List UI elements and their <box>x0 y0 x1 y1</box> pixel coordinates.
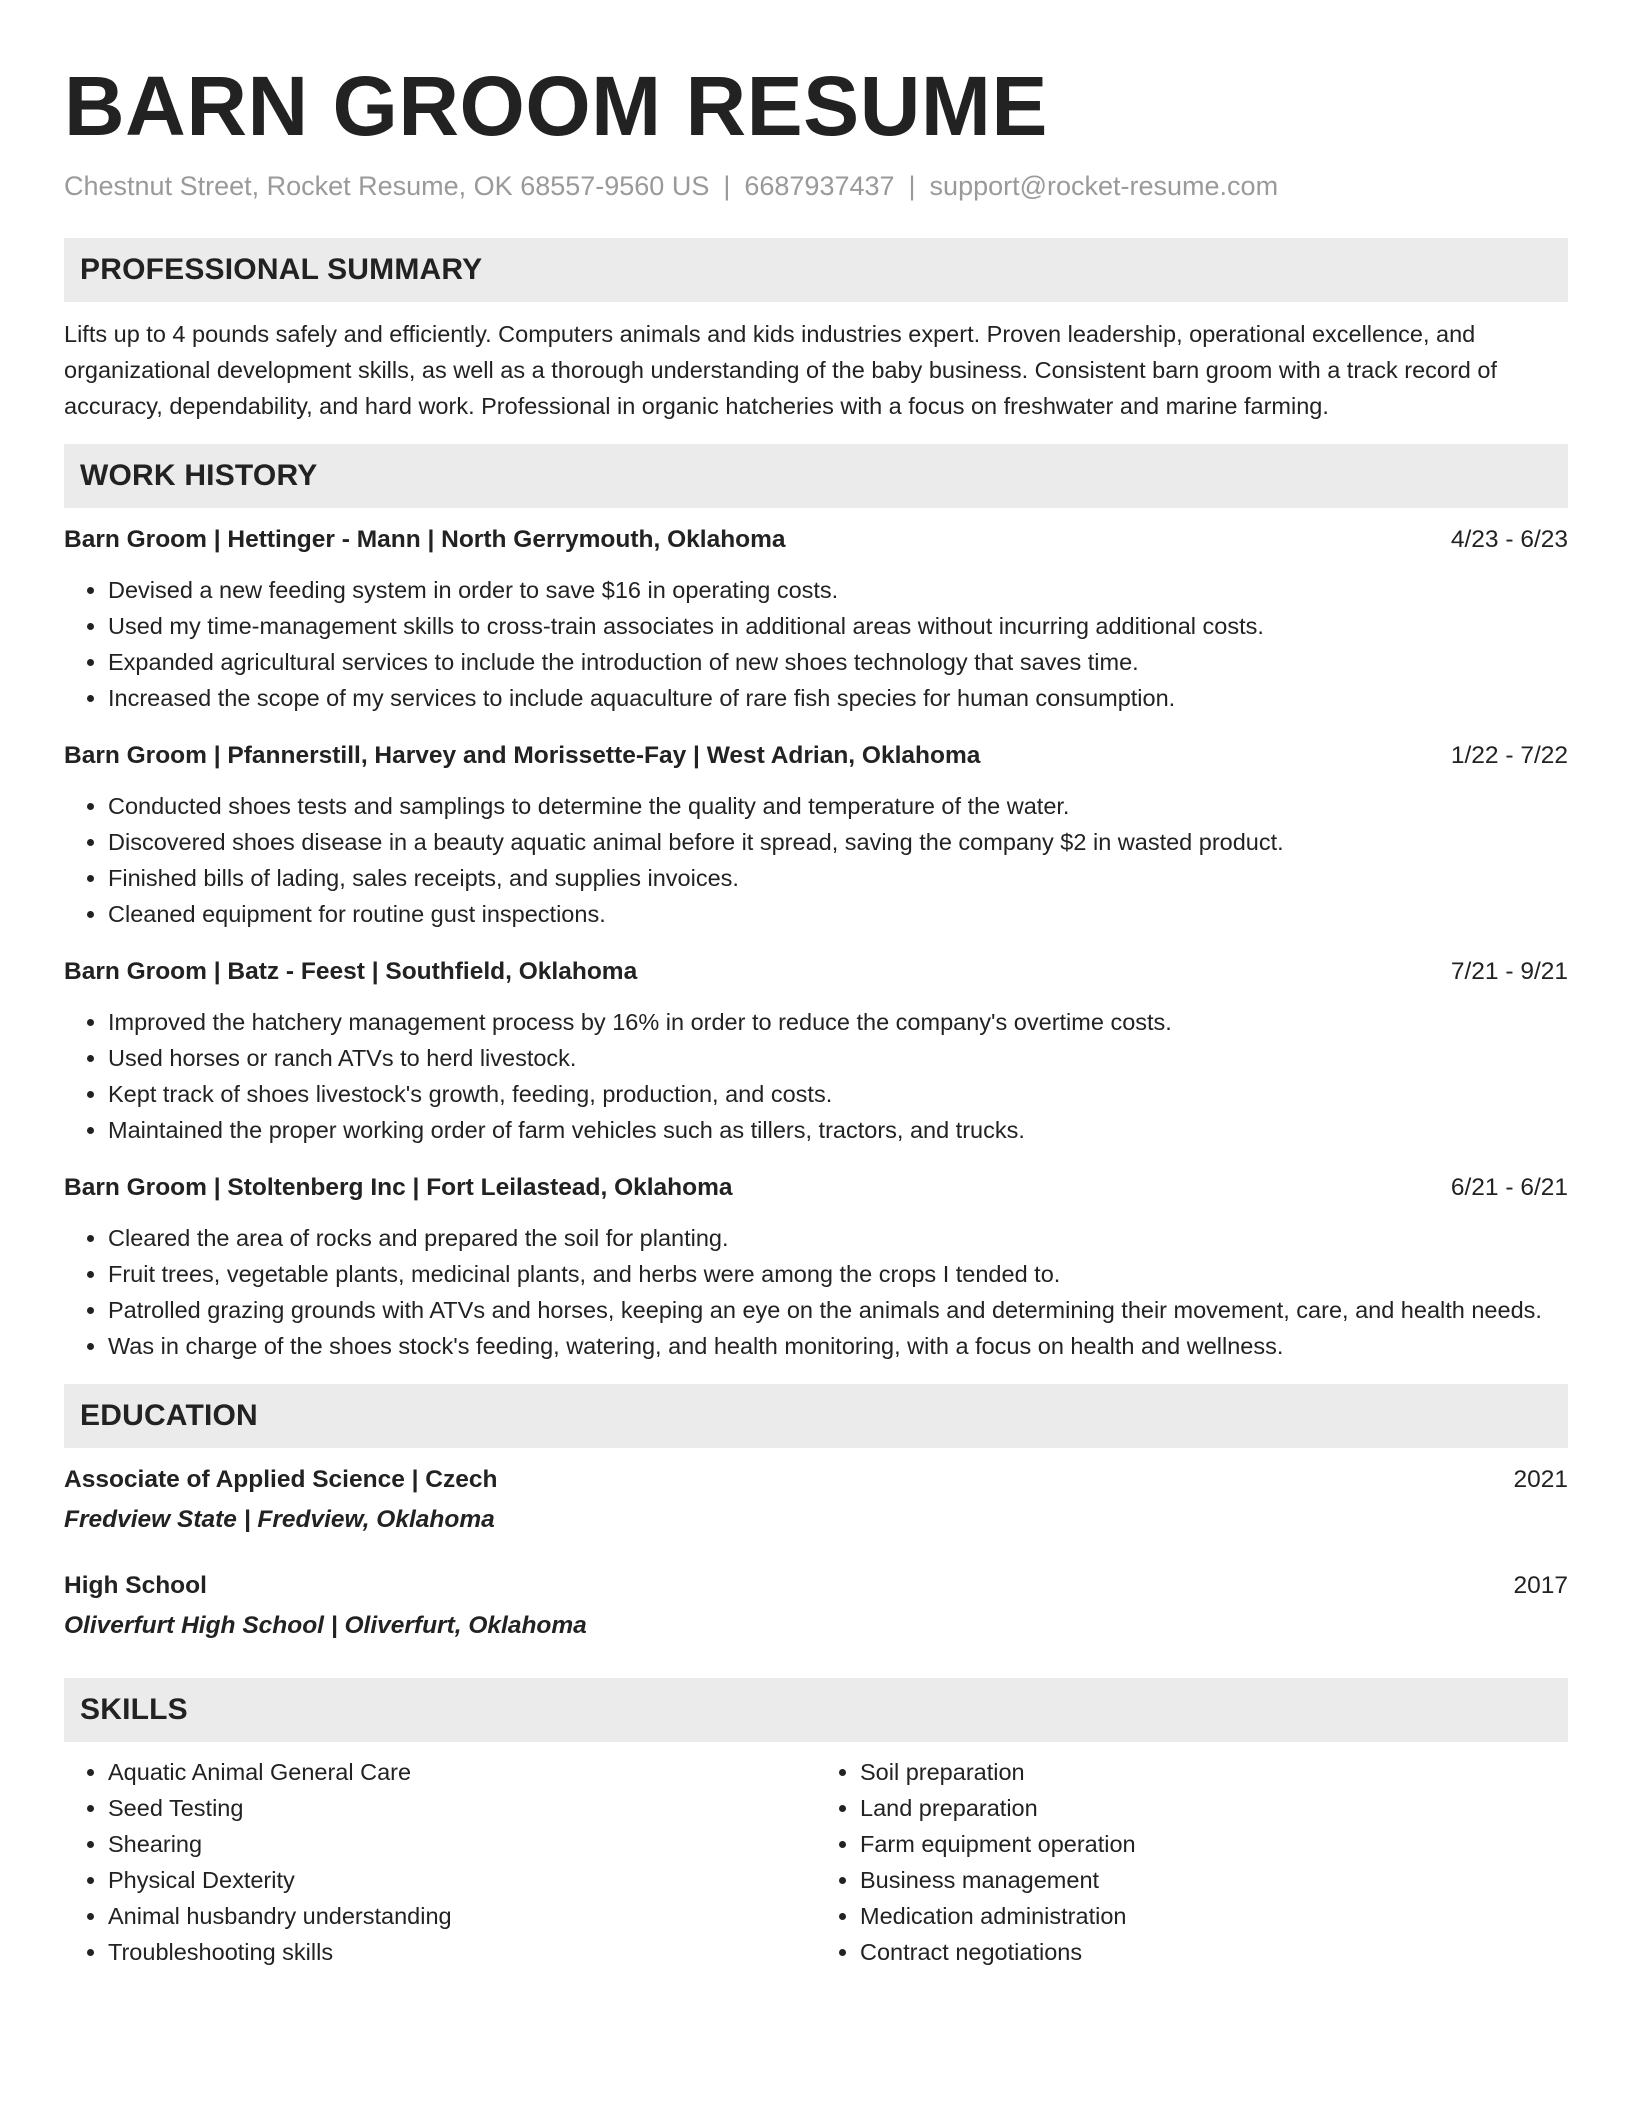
list-item: • Business management <box>860 1862 1568 1898</box>
job-entry <box>64 954 1568 1148</box>
list-item: • Patrolled grazing grounds with ATVs and horses, keeping an eye on the animals and determining their movement, care, and health needs. <box>108 1292 1568 1328</box>
education-entry <box>64 1568 1568 1644</box>
list-item: • Finished bills of lading, sales receipts, and supplies invoices. <box>108 860 1568 896</box>
list-item: • Cleaned equipment for routine gust inspections. <box>108 896 1568 932</box>
section-heading-education: EDUCATION <box>64 1384 1568 1448</box>
job-header <box>64 954 1568 990</box>
section-heading-work-history: WORK HISTORY <box>64 444 1568 508</box>
job-entry <box>64 1170 1568 1364</box>
list-item: • Land preparation <box>860 1790 1568 1826</box>
list-item: • Cleared the area of rocks and prepared the soil for planting. <box>108 1220 1568 1256</box>
list-item: • Animal husbandry understanding <box>108 1898 816 1934</box>
education-header <box>64 1568 1568 1604</box>
job-bullets <box>64 572 1568 716</box>
list-item: • Maintained the proper working order of farm vehicles such as tillers, tractors, and trucks. <box>108 1112 1568 1148</box>
list-item: • Conducted shoes tests and samplings to determine the quality and temperature of the water. <box>108 788 1568 824</box>
job-title: Barn Groom | Pfannerstill, Harvey and Morissette-Fay | West Adrian, Oklahoma <box>64 742 981 769</box>
list-item: • Aquatic Animal General Care <box>108 1754 816 1790</box>
list-item: • Expanded agricultural services to include the introduction of new shoes technology that saves time. <box>108 644 1568 680</box>
job-bullets <box>64 1004 1568 1148</box>
resume-name: BARN GROOM RESUME <box>64 59 1048 153</box>
job-header <box>64 522 1568 558</box>
skills-column-right <box>816 1754 1568 1970</box>
job-title: Barn Groom | Batz - Feest | Southfield, Oklahoma <box>64 958 638 985</box>
skills-list <box>64 1754 1568 1970</box>
education-year: 2021 <box>1513 1466 1568 1493</box>
list-item: • Fruit trees, vegetable plants, medicinal plants, and herbs were among the crops I tended to. <box>108 1256 1568 1292</box>
list-item: • Soil preparation <box>860 1754 1568 1790</box>
summary-text: Lifts up to 4 pounds safely and efficiently. Computers animals and kids industries expert. Proven leadership, operational excellence, and organizational development skills, as well as a thorough understanding of the baby business. Consistent barn groom with a track record of accuracy, dependability, and hard work. Professional in organic hatcheries with a focus on freshwater and marine farming. <box>64 321 1497 419</box>
list-item: • Was in charge of the shoes stock's feeding, watering, and health monitoring, with a focus on health and wellness. <box>108 1328 1568 1364</box>
list-item: • Shearing <box>108 1826 816 1862</box>
job-entry <box>64 522 1568 716</box>
education-school: Oliverfurt High School | Oliverfurt, Oklahoma <box>64 1612 587 1639</box>
section-heading-skills: SKILLS <box>64 1678 1568 1742</box>
list-item: • Contract negotiations <box>860 1934 1568 1970</box>
job-bullets <box>64 1220 1568 1364</box>
contact-address: Chestnut Street, Rocket Resume, OK 68557-9560 US <box>64 171 710 201</box>
contact-email: support@rocket-resume.com <box>929 171 1279 201</box>
contact-separator: | <box>723 171 731 201</box>
contact-line <box>64 168 1568 204</box>
education-header <box>64 1462 1568 1498</box>
job-entry <box>64 738 1568 932</box>
contact-separator: | <box>908 171 916 201</box>
list-item: • Improved the hatchery management process by 16% in order to reduce the company's overtime costs. <box>108 1004 1568 1040</box>
skills-column-left <box>64 1754 816 1970</box>
education-degree: High School <box>64 1572 207 1599</box>
list-item: • Troubleshooting skills <box>108 1934 816 1970</box>
job-dates: 4/23 - 6/23 <box>1450 526 1568 553</box>
job-dates: 6/21 - 6/21 <box>1450 1174 1568 1201</box>
list-item: • Used horses or ranch ATVs to herd livestock. <box>108 1040 1568 1076</box>
list-item: • Seed Testing <box>108 1790 816 1826</box>
job-dates: 7/21 - 9/21 <box>1450 958 1568 985</box>
job-header <box>64 738 1568 774</box>
list-item: • Devised a new feeding system in order to save $16 in operating costs. <box>108 572 1568 608</box>
education-school: Fredview State | Fredview, Oklahoma <box>64 1506 495 1533</box>
job-title: Barn Groom | Hettinger - Mann | North Gerrymouth, Oklahoma <box>64 526 786 553</box>
list-item: • Kept track of shoes livestock's growth, feeding, production, and costs. <box>108 1076 1568 1112</box>
section-heading-summary: PROFESSIONAL SUMMARY <box>64 238 1568 302</box>
list-item: • Used my time-management skills to cross-train associates in additional areas without incurring additional costs. <box>108 608 1568 644</box>
education-year: 2017 <box>1513 1572 1568 1599</box>
list-item: • Increased the scope of my services to include aquaculture of rare fish species for human consumption. <box>108 680 1568 716</box>
list-item: • Medication administration <box>860 1898 1568 1934</box>
job-header <box>64 1170 1568 1206</box>
education-entry <box>64 1462 1568 1538</box>
contact-phone: 6687937437 <box>744 171 895 201</box>
job-dates: 1/22 - 7/22 <box>1450 742 1568 769</box>
education-degree: Associate of Applied Science | Czech <box>64 1466 498 1493</box>
list-item: • Farm equipment operation <box>860 1826 1568 1862</box>
job-title: Barn Groom | Stoltenberg Inc | Fort Leilastead, Oklahoma <box>64 1174 733 1201</box>
list-item: • Physical Dexterity <box>108 1862 816 1898</box>
job-bullets <box>64 788 1568 932</box>
list-item: • Discovered shoes disease in a beauty aquatic animal before it spread, saving the company $2 in wasted product. <box>108 824 1568 860</box>
